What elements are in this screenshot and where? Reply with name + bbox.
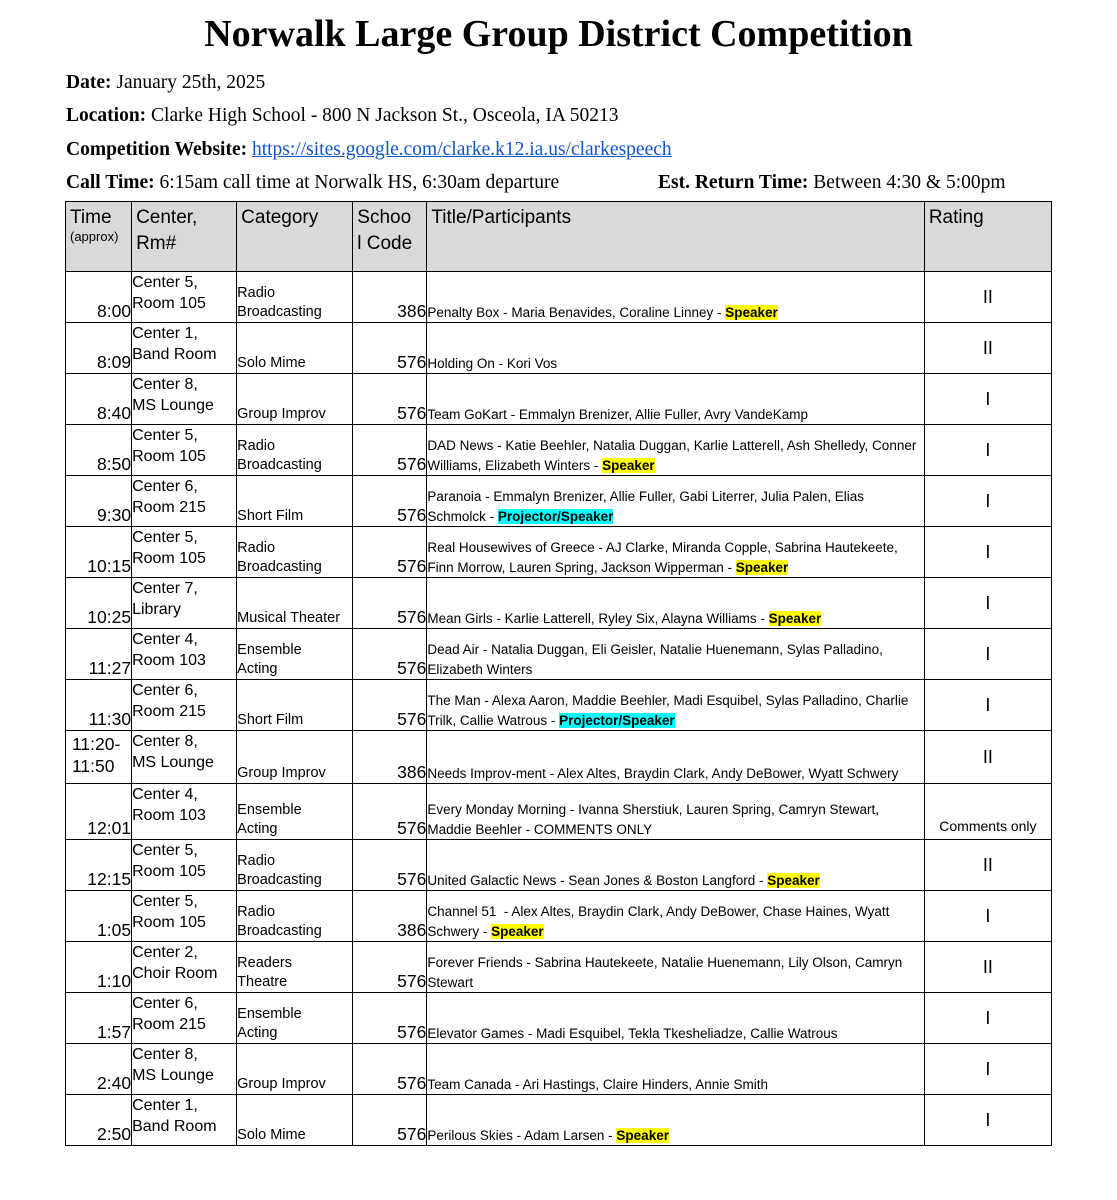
school-code-cell (353, 629, 427, 680)
school-code: 576 (397, 505, 427, 525)
school-code: 576 (397, 971, 427, 991)
school-code: 576 (397, 403, 427, 423)
center-cell (132, 272, 237, 323)
category-line2: Musical Theater (237, 610, 341, 626)
header-category-label: Category (241, 207, 319, 228)
school-code: 386 (397, 301, 427, 321)
title-participants: United Galactic News - Sean Jones & Boston Langford - (427, 872, 768, 888)
category-line1: Radio (237, 853, 276, 869)
website-line (66, 139, 672, 161)
center-cell (132, 323, 237, 374)
school-code: 576 (397, 1124, 427, 1144)
title-participants: Real Housewives of Greece - AJ Clarke, Miranda Copple, Sabrina Hautekeete, Finn Morrow, Lauren Spring, Jackson Wipperman - (427, 540, 902, 575)
time-cell (66, 476, 132, 527)
title-participants-cell (427, 272, 925, 323)
center-cell (132, 840, 237, 891)
page-title: Norwalk Large Group District Competition (204, 13, 913, 55)
time-value: 8:50 (97, 454, 132, 474)
category-line1: Radio (237, 285, 276, 301)
time-value: 8:40 (97, 403, 132, 423)
school-code: 386 (397, 920, 427, 940)
title-participants-cell (427, 425, 925, 476)
room-name: Room 105 (132, 914, 206, 931)
time-cell (66, 993, 132, 1044)
category-cell (237, 1095, 353, 1146)
category-line1: Ensemble (237, 1006, 302, 1022)
date-label: Date: (66, 72, 112, 93)
school-code: 576 (397, 1073, 427, 1093)
rating-cell (924, 942, 1051, 993)
center-name: Center 6, (132, 682, 198, 699)
center-cell (132, 1095, 237, 1146)
room-name: Library (132, 601, 181, 618)
category-cell (237, 629, 353, 680)
rating-cell (924, 476, 1051, 527)
center-cell (132, 680, 237, 731)
school-code: 386 (397, 762, 427, 782)
title-participants: DAD News - Katie Beehler, Natalia Duggan, Karlie Latterell, Ash Shelledy, Conner Williams, Elizabeth Winters - (427, 438, 921, 473)
category-line2: Short Film (237, 712, 304, 728)
center-name: Center 8, (132, 733, 198, 750)
time-value: 8:09 (97, 352, 132, 372)
school-code-cell (353, 272, 427, 323)
time-cell (66, 425, 132, 476)
category-cell (237, 784, 353, 840)
time-value: 10:15 (87, 556, 132, 576)
schedule-table (65, 201, 1052, 1146)
rating-value: I (985, 905, 991, 926)
title-participants-cell (427, 629, 925, 680)
category-cell (237, 1044, 353, 1095)
school-code: 576 (397, 607, 427, 627)
time-value: 1:10 (97, 971, 132, 991)
category-line2: Solo Mime (237, 355, 306, 371)
center-name: Center 1, (132, 1097, 198, 1114)
title-participants: Needs Improv-ment - Alex Altes, Braydin Clark, Andy DeBower, Wyatt Schwery (427, 765, 899, 781)
time-cell (66, 323, 132, 374)
header-center-line2: Rm# (136, 233, 177, 254)
table-row (66, 891, 1052, 942)
rating-value: I (985, 592, 991, 613)
table-row (66, 629, 1052, 680)
rating-cell (924, 731, 1051, 784)
title-participants: Every Monday Morning - Ivanna Sherstiuk, Lauren Spring, Camryn Stewart, Maddie Beehler - COMMENTS ONLY (427, 802, 883, 837)
center-cell (132, 942, 237, 993)
school-code-cell (353, 1044, 427, 1095)
table-row (66, 784, 1052, 840)
header-center (132, 202, 237, 272)
title-participants-cell (427, 680, 925, 731)
time-cell (66, 629, 132, 680)
time-value: 8:00 (97, 301, 132, 321)
time-value: 11:27 (88, 658, 132, 678)
category-line2: Acting (237, 1025, 278, 1041)
call-time-value: 6:15am call time at Norwalk HS, 6:30am departure (159, 172, 560, 193)
rating-value: I (985, 490, 991, 511)
category-line2: Group Improv (237, 406, 326, 422)
title-participants-cell (427, 840, 925, 891)
school-code: 576 (397, 869, 427, 889)
table-row (66, 1095, 1052, 1146)
category-cell (237, 374, 353, 425)
call-time-line (66, 172, 559, 194)
category-cell (237, 578, 353, 629)
center-name: Center 8, (132, 1046, 198, 1063)
table-row (66, 731, 1052, 784)
category-line2: Broadcasting (237, 457, 322, 473)
time-cell (66, 578, 132, 629)
time-value: 1:05 (97, 920, 132, 940)
location-value: Clarke High School - 800 N Jackson St., Osceola, IA 50213 (151, 105, 619, 126)
time-value-line1: 11:20- (72, 734, 121, 754)
school-code: 576 (397, 818, 427, 838)
title-participants-cell (427, 323, 925, 374)
rating-value: I (985, 1007, 991, 1028)
header-code-line2: l Code (357, 233, 413, 254)
category-cell (237, 476, 353, 527)
equipment-tag: Projector/Speaker (559, 712, 675, 728)
rating-value: Comments only (939, 818, 1037, 834)
website-label: Competition Website: (66, 139, 248, 160)
header-time-label: Time (70, 207, 112, 228)
rating-cell (924, 1044, 1051, 1095)
category-line1: Radio (237, 540, 276, 556)
center-name: Center 2, (132, 944, 198, 961)
category-cell (237, 680, 353, 731)
rating-value: I (985, 643, 991, 664)
room-name: Room 105 (132, 550, 206, 567)
title-participants: Elevator Games - Madi Esquibel, Tekla Tkesheliadze, Callie Watrous (427, 1025, 838, 1041)
time-cell (66, 272, 132, 323)
header-time (66, 202, 132, 272)
table-row (66, 840, 1052, 891)
return-time-line (658, 172, 1006, 194)
school-code: 576 (397, 709, 427, 729)
room-name: Room 105 (132, 295, 206, 312)
table-row (66, 272, 1052, 323)
title-participants-cell (427, 578, 925, 629)
rating-value: II (982, 286, 993, 307)
center-cell (132, 476, 237, 527)
category-line1: Readers (237, 955, 292, 971)
room-name: Room 105 (132, 448, 206, 465)
time-value: 9:30 (97, 505, 132, 525)
rating-cell (924, 993, 1051, 1044)
center-cell (132, 784, 237, 840)
category-cell (237, 942, 353, 993)
school-code: 576 (397, 352, 427, 372)
rating-value: I (985, 541, 991, 562)
rating-value: I (985, 388, 991, 409)
center-cell (132, 731, 237, 784)
category-cell (237, 891, 353, 942)
school-code-cell (353, 527, 427, 578)
school-code: 576 (397, 1022, 427, 1042)
header-school-code (353, 202, 427, 272)
room-name: Room 215 (132, 703, 206, 720)
title-participants: The Man - Alexa Aaron, Maddie Beehler, Madi Esquibel, Sylas Palladino, Charlie Trilk, Callie Watrous - (427, 693, 912, 728)
center-name: Center 8, (132, 376, 198, 393)
call-time-label: Call Time: (66, 172, 155, 193)
title-participants: Mean Girls - Karlie Latterell, Ryley Six, Alayna Williams - (427, 610, 769, 626)
header-center-line1: Center, (136, 207, 198, 228)
header-code-line1: Schoo (357, 207, 412, 228)
table-row (66, 425, 1052, 476)
title-participants-cell (427, 1095, 925, 1146)
time-cell (66, 527, 132, 578)
category-line2: Acting (237, 661, 278, 677)
center-cell (132, 993, 237, 1044)
category-line1: Ensemble (237, 802, 302, 818)
category-line2: Broadcasting (237, 304, 322, 320)
time-cell (66, 942, 132, 993)
title-participants-cell (427, 731, 925, 784)
time-value: 1:57 (97, 1022, 132, 1042)
time-value: 12:15 (87, 869, 132, 889)
center-cell (132, 1044, 237, 1095)
time-value: 2:50 (97, 1124, 132, 1144)
rating-value: II (982, 746, 993, 767)
title-participants-cell (427, 993, 925, 1044)
room-name: Room 103 (132, 652, 206, 669)
header-category (237, 202, 353, 272)
time-value: 2:40 (97, 1073, 132, 1093)
rating-cell (924, 1095, 1051, 1146)
time-cell (66, 731, 132, 784)
title-participants-cell (427, 374, 925, 425)
center-name: Center 5, (132, 427, 198, 444)
equipment-tag: Speaker (735, 559, 789, 575)
rating-cell (924, 680, 1051, 731)
table-header-row (66, 202, 1052, 272)
header-rating (924, 202, 1051, 272)
title-participants: Penalty Box - Maria Benavides, Coraline Linney - (427, 304, 726, 320)
rating-value: I (985, 1058, 991, 1079)
title-participants: Team GoKart - Emmalyn Brenizer, Allie Fuller, Avry VandeKamp (427, 406, 808, 422)
center-name: Center 6, (132, 478, 198, 495)
title-participants: Channel 51 - Alex Altes, Braydin Clark, Andy DeBower, Chase Haines, Wyatt Schwery - (427, 904, 894, 939)
title-participants-cell (427, 476, 925, 527)
time-cell (66, 1044, 132, 1095)
category-cell (237, 425, 353, 476)
room-name: Band Room (132, 346, 217, 363)
rating-cell (924, 323, 1051, 374)
school-code-cell (353, 425, 427, 476)
rating-cell (924, 578, 1051, 629)
school-code-cell (353, 476, 427, 527)
rating-cell (924, 840, 1051, 891)
title-participants: Holding On - Kori Vos (427, 355, 558, 371)
category-cell (237, 527, 353, 578)
center-name: Center 1, (132, 325, 198, 342)
school-code: 576 (397, 658, 427, 678)
location-label: Location: (66, 105, 147, 126)
title-participants-cell (427, 527, 925, 578)
equipment-tag: Projector/Speaker (497, 508, 614, 524)
center-name: Center 6, (132, 995, 198, 1012)
time-value: 10:25 (87, 607, 132, 627)
center-cell (132, 527, 237, 578)
center-name: Center 5, (132, 893, 198, 910)
rating-cell (924, 891, 1051, 942)
equipment-tag: Speaker (725, 304, 778, 320)
category-line2: Acting (237, 821, 278, 837)
equipment-tag: Speaker (768, 610, 822, 626)
room-name: Choir Room (132, 965, 218, 982)
category-cell (237, 840, 353, 891)
title-participants: Dead Air - Natalia Duggan, Eli Geisler, Natalie Huenemann, Sylas Palladino, Elizabeth Winters (427, 642, 887, 677)
center-name: Center 4, (132, 631, 198, 648)
room-name: Room 105 (132, 863, 206, 880)
equipment-tag: Speaker (616, 1127, 669, 1143)
rating-value: I (985, 439, 991, 460)
school-code-cell (353, 731, 427, 784)
center-name: Center 5, (132, 842, 198, 859)
table-row (66, 1044, 1052, 1095)
table-row (66, 993, 1052, 1044)
time-value: 12:01 (87, 818, 132, 838)
time-cell (66, 680, 132, 731)
category-cell (237, 731, 353, 784)
room-name: Room 215 (132, 1016, 206, 1033)
center-cell (132, 578, 237, 629)
school-code-cell (353, 993, 427, 1044)
school-code: 576 (397, 454, 427, 474)
room-name: MS Lounge (132, 1067, 214, 1084)
school-code-cell (353, 680, 427, 731)
category-line1: Radio (237, 438, 276, 454)
center-cell (132, 629, 237, 680)
category-cell (237, 323, 353, 374)
table-row (66, 374, 1052, 425)
header-title-label: Title/Participants (431, 207, 572, 228)
location-line (66, 105, 618, 127)
center-cell (132, 374, 237, 425)
school-code-cell (353, 374, 427, 425)
room-name: MS Lounge (132, 754, 214, 771)
center-cell (132, 425, 237, 476)
table-row (66, 680, 1052, 731)
time-cell (66, 1095, 132, 1146)
table-row (66, 578, 1052, 629)
center-name: Center 4, (132, 786, 198, 803)
center-name: Center 5, (132, 529, 198, 546)
return-time-value: Between 4:30 & 5:00pm (813, 172, 1006, 193)
category-line2: Theatre (237, 974, 288, 990)
category-line2: Broadcasting (237, 872, 322, 888)
return-time-label: Est. Return Time: (658, 172, 809, 193)
website-link[interactable]: https://sites.google.com/clarke.k12.ia.us/clarkespeech (251, 139, 672, 160)
room-name: Band Room (132, 1118, 217, 1135)
header-title (427, 202, 925, 272)
time-value: 11:30 (88, 709, 132, 729)
school-code-cell (353, 578, 427, 629)
category-line2: Solo Mime (237, 1127, 306, 1143)
equipment-tag: Speaker (767, 872, 820, 888)
category-line1: Ensemble (237, 642, 302, 658)
title-participants: Perilous Skies - Adam Larsen - (427, 1127, 617, 1143)
category-cell (237, 272, 353, 323)
rating-value: II (982, 337, 993, 358)
date-value: January 25th, 2025 (116, 72, 266, 93)
title-participants: Paranoia - Emmalyn Brenizer, Allie Fuller, Gabi Literrer, Julia Palen, Elias Schmolck - (427, 489, 868, 524)
title-participants: Forever Friends - Sabrina Hautekeete, Natalie Huenemann, Lily Olson, Camryn Stewart (427, 955, 907, 990)
rating-cell (924, 527, 1051, 578)
school-code-cell (353, 323, 427, 374)
school-code: 576 (397, 556, 427, 576)
table-row (66, 323, 1052, 374)
title-participants-cell (427, 1044, 925, 1095)
rating-value: II (982, 956, 993, 977)
rating-cell (924, 272, 1051, 323)
equipment-tag: Speaker (491, 923, 544, 939)
date-line (66, 72, 265, 94)
time-cell (66, 891, 132, 942)
table-row (66, 527, 1052, 578)
title-participants-cell (427, 891, 925, 942)
time-cell (66, 784, 132, 840)
category-cell (237, 993, 353, 1044)
rating-cell (924, 784, 1051, 840)
rating-cell (924, 425, 1051, 476)
category-line2: Short Film (237, 508, 304, 524)
equipment-tag: Speaker (602, 457, 655, 473)
center-name: Center 7, (132, 580, 198, 597)
rating-value: II (982, 854, 993, 875)
category-line2: Broadcasting (237, 923, 322, 939)
table-row (66, 476, 1052, 527)
room-name: Room 103 (132, 807, 206, 824)
school-code-cell (353, 891, 427, 942)
category-line2: Broadcasting (237, 559, 322, 575)
center-name: Center 5, (132, 274, 198, 291)
table-row (66, 942, 1052, 993)
category-line1: Radio (237, 904, 276, 920)
title-participants-cell (427, 942, 925, 993)
time-cell (66, 374, 132, 425)
time-cell (66, 840, 132, 891)
header-time-sub: (approx) (70, 229, 119, 244)
category-line2: Group Improv (237, 1076, 326, 1092)
rating-value: I (985, 1109, 991, 1130)
rating-cell (924, 374, 1051, 425)
school-code-cell (353, 784, 427, 840)
category-line2: Group Improv (237, 765, 326, 781)
room-name: MS Lounge (132, 397, 214, 414)
school-code-cell (353, 840, 427, 891)
room-name: Room 215 (132, 499, 206, 516)
time-value-line2: 11:50 (72, 756, 115, 776)
title-participants: Team Canada - Ari Hastings, Claire Hinders, Annie Smith (427, 1076, 768, 1092)
school-code-cell (353, 942, 427, 993)
center-cell (132, 891, 237, 942)
rating-value: I (985, 694, 991, 715)
school-code-cell (353, 1095, 427, 1146)
rating-cell (924, 629, 1051, 680)
header-rating-label: Rating (928, 207, 984, 228)
title-participants-cell (427, 784, 925, 840)
